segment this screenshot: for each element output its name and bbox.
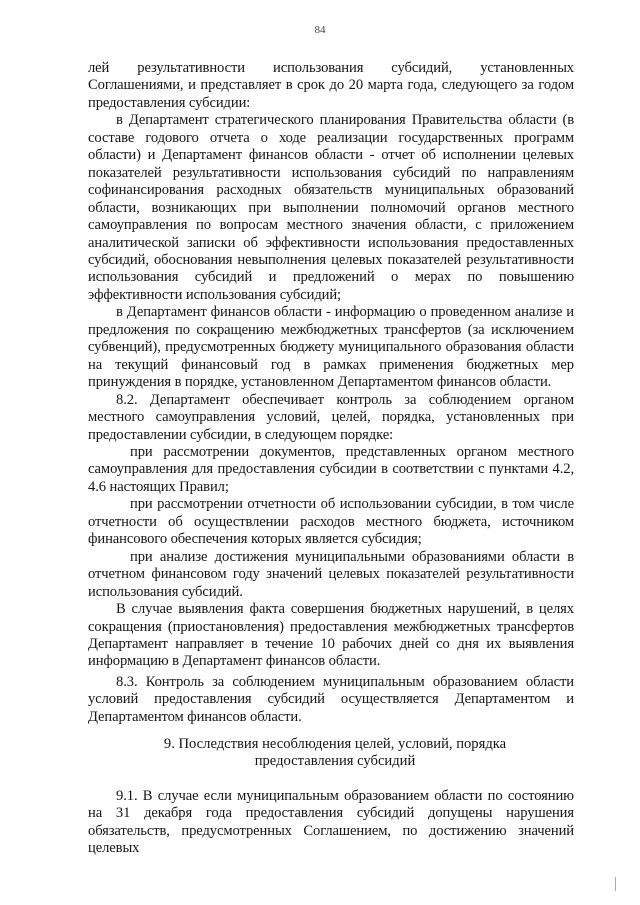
section-heading-line: 9. Последствия несоблюдения целей, условий, порядка	[163, 736, 507, 752]
section-heading	[120, 736, 550, 771]
page-number: 84	[314, 24, 326, 36]
document-body	[88, 60, 574, 726]
scan-mark	[615, 877, 616, 891]
section-heading-line: предоставления субсидий	[254, 753, 416, 770]
paragraph: 9.1. В случае если муниципальным образованием области по состоянию на 31 декабря года предоставления субсидий допущены нарушения обязательств, предусмотренных Соглашением, по достижению значений целевых	[88, 788, 574, 857]
paragraph: 8.2. Департамент обеспечивает контроль за соблюдением органом местного самоуправления условий, целей, порядка, установленных при предоставлении субсидии, в следующем порядке:	[88, 391, 574, 443]
document-body-continued	[88, 788, 574, 858]
paragraph: при рассмотрении отчетности об использовании субсидии, в том числе отчетности об осуществлении расходов местного бюджета, источником финансового обеспечения которых является субсидия;	[88, 496, 574, 548]
paragraph: В случае выявления факта совершения бюджетных нарушений, в целях сокращения (приостановления) предоставления межбюджетных трансфертов Департамент направляет в течение 10 рабочих дней со дня их выявления информацию в Департамент финансов области.	[88, 601, 574, 670]
paragraph: 8.3. Контроль за соблюдением муниципальным образованием области условий предоставления субсидий осуществляется Департаментом и Департаментом финансов области.	[88, 673, 574, 725]
paragraph: при анализе достижения муниципальными образованиями области в отчетном финансовом году значений целевых показателей результативности использования субсидий.	[88, 548, 574, 600]
paragraph: в Департамент стратегического планирования Правительства области (в составе годового отчета о ходе реализации государственных программ области) и Департамент финансов области - отчет об исполнении целевых показателей результативности использования субсидий по направлениям софинансирования расходных обязательств муниципальных образований области, возникающих при выполнении полномочий органов местного самоуправления по вопросам местного значения области, с приложением аналитической записки об эффективности использования предоставленных субсидий, обоснования невыполнения целевых показателей результативности использования субсидий и предложений о мерах по повышению эффективности использования субсидий;	[88, 112, 574, 303]
paragraph: при рассмотрении документов, представленных органом местного самоуправления для предоставления субсидии в соответствии с пунктами 4.2, 4.6 настоящих Правил;	[88, 443, 574, 495]
paragraph: лей результативности использования субсидий, установленных Соглашениями, и представляет в срок до 20 марта года, следующего за годом предоставления субсидии:	[88, 60, 574, 111]
paragraph: в Департамент финансов области - информацию о проведенном анализе и предложения по сокращению межбюджетных трансфертов (за исключением субвенций), предусмотренных бюджету муниципального образования области на текущий финансовый год в рамках применения бюджетных мер принуждения в порядке, установленном Департаментом финансов области.	[88, 304, 574, 391]
